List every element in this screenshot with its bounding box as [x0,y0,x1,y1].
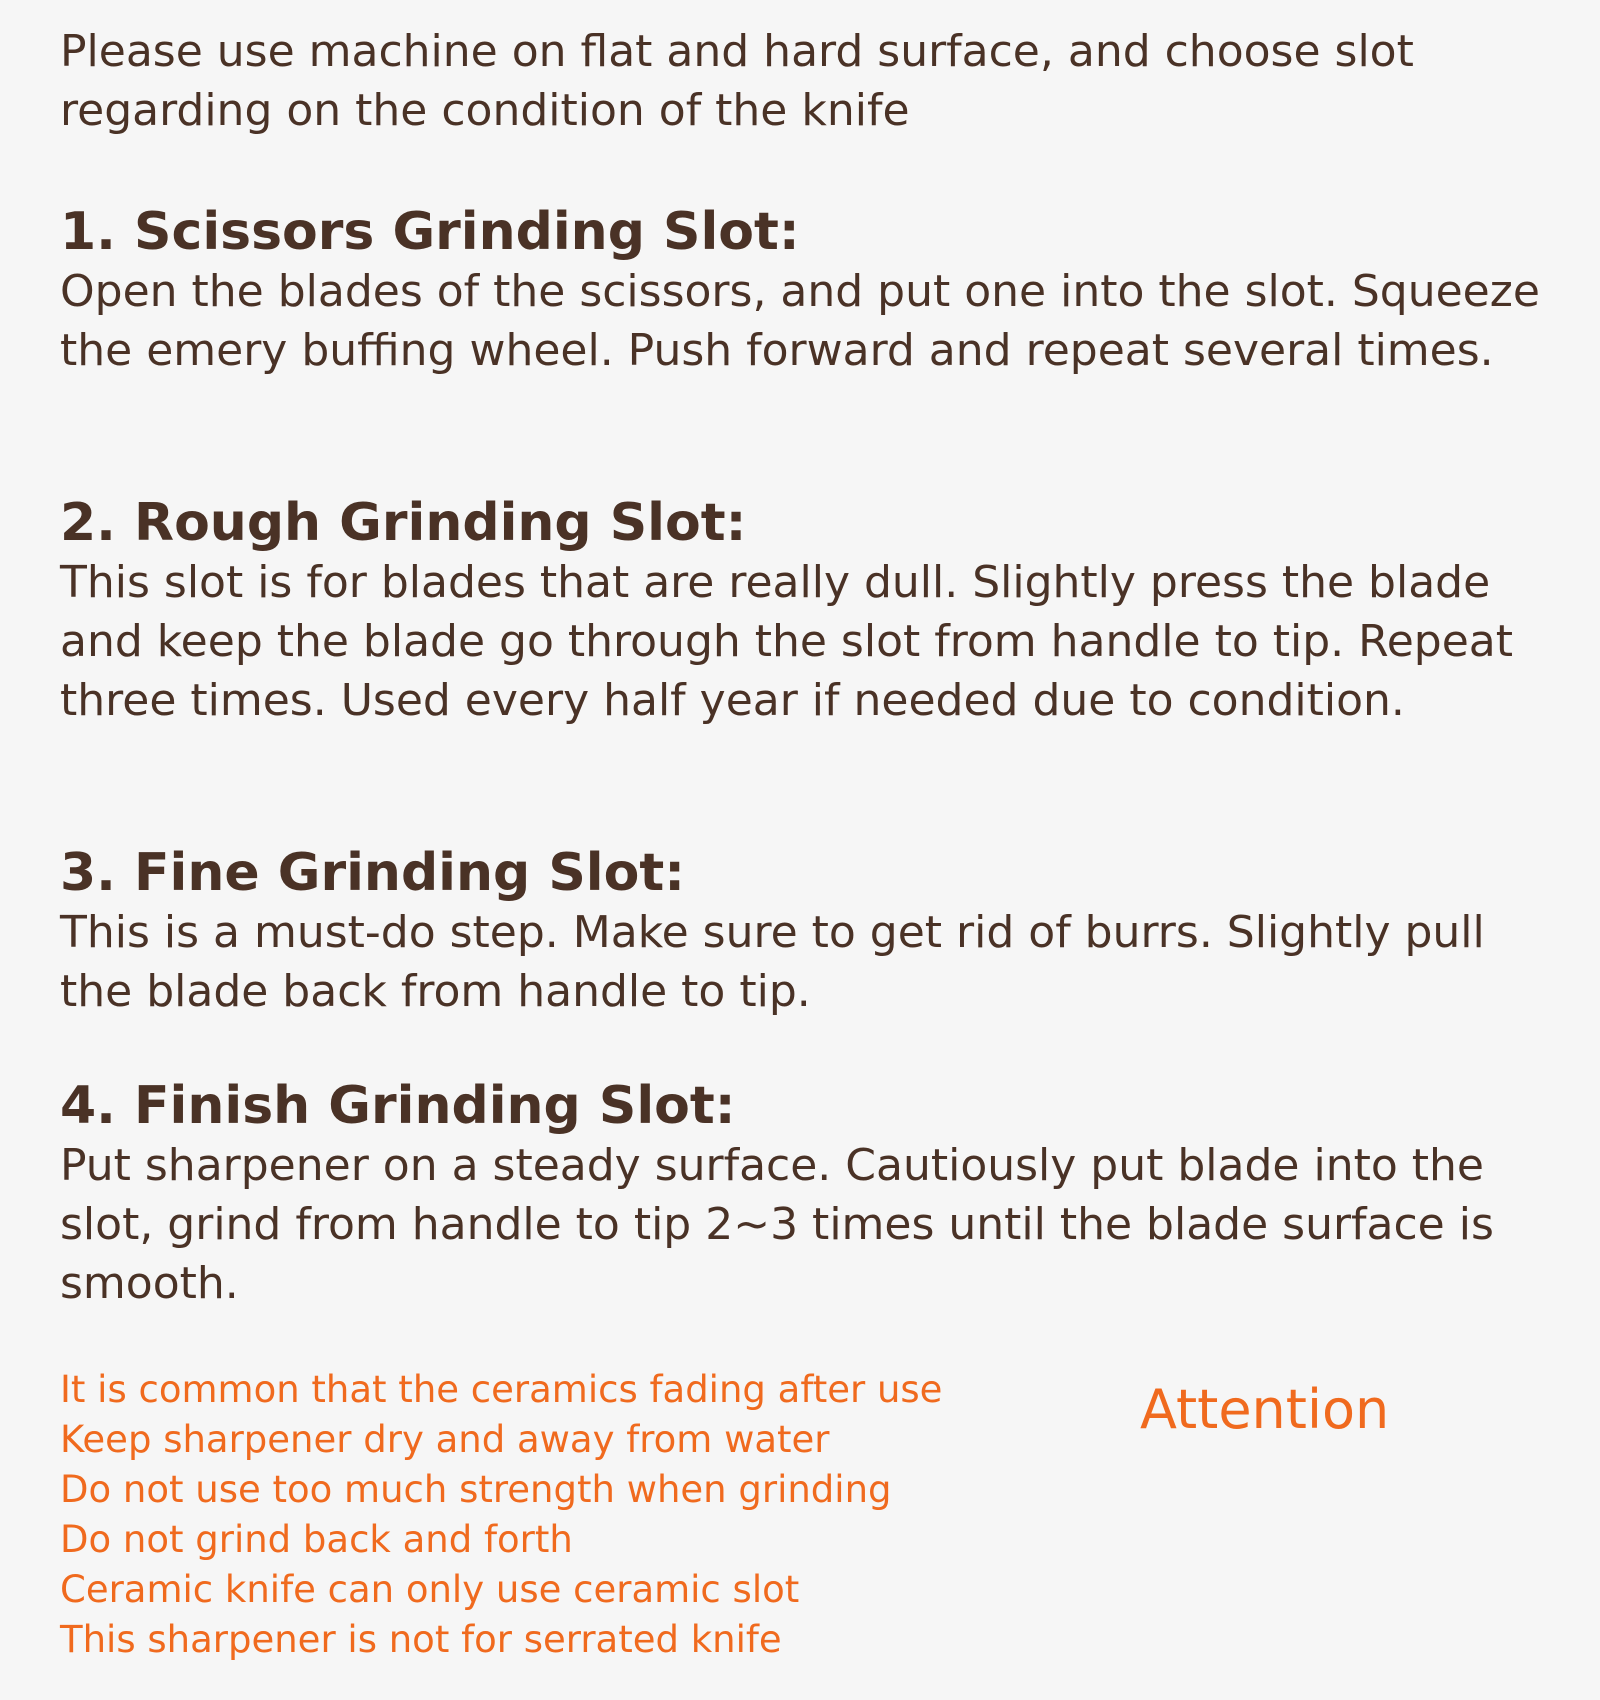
section-rough-grinding-slot [60,493,1540,730]
section-title: 4. Finish Grinding Slot: [60,1076,736,1136]
section-finish-grinding-slot [60,1076,1540,1313]
attention-item: Do not grind back and forth [60,1518,573,1561]
attention-item: It is common that the ceramics fading after use [60,1368,943,1411]
attention-item: Keep sharpener dry and away from water [60,1418,830,1461]
section-title: 3. Fine Grinding Slot: [60,843,685,903]
intro-text: Please use machine on flat and hard surface, and choose slot regarding on the condition of the knife [60,26,1414,136]
attention-item: Do not use too much strength when grinding [60,1468,892,1511]
section-body: This is a must-do step. Make sure to get rid of burrs. Slightly pull the blade back from handle to tip. [60,907,1485,1017]
section-body: Open the blades of the scissors, and put one into the slot. Squeeze the emery buffing wheel. Push forward and repeat several times. [60,266,1540,376]
attention-title: Attention [1140,1378,1390,1441]
section-fine-grinding-slot [60,843,1540,1021]
section-body: This slot is for blades that are really dull. Slightly press the blade and keep the blade go through the slot from handle to tip. Repeat three times. Used every half year if needed due to condition. [60,557,1513,726]
section-title: 1. Scissors Grinding Slot: [60,202,800,262]
section-body: Put sharpener on a steady surface. Cautiously put blade into the slot, grind from handle to tip 2~3 times until the blade surface is smooth. [60,1140,1494,1309]
attention-list [60,1365,1100,1665]
attention-item: This sharpener is not for serrated knife [60,1618,782,1661]
attention-item: Ceramic knife can only use ceramic slot [60,1568,800,1611]
section-scissors-grinding-slot [60,202,1540,380]
section-title: 2. Rough Grinding Slot: [60,493,747,553]
